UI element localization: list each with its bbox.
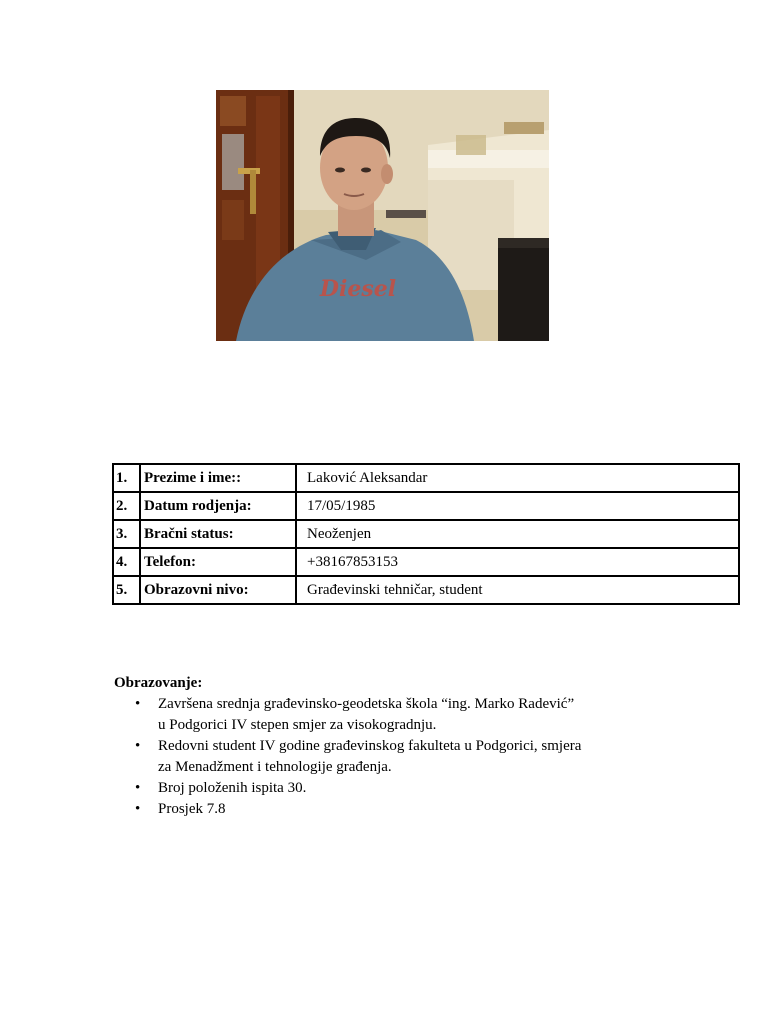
row-number: 3.: [113, 520, 140, 548]
row-label: Bračni status:: [140, 520, 296, 548]
table-row: [113, 520, 739, 548]
row-value: Građevinski tehničar, student: [296, 576, 739, 604]
row-number: 2.: [113, 492, 140, 520]
education-list: [114, 694, 714, 820]
row-number: 1.: [113, 464, 140, 492]
list-item-line: u Podgorici IV stepen smjer za visokogradnju.: [158, 717, 437, 733]
list-item-line: Završena srednja građevinsko-geodetska škola “ing. Marko Radević”: [158, 696, 575, 712]
list-item-line: Prosjek 7.8: [158, 801, 226, 817]
row-label: Prezime i ime::: [140, 464, 296, 492]
shirt-logo-text: Diesel: [319, 276, 397, 302]
profile-photo: [216, 90, 549, 341]
bullet-icon: •: [135, 801, 141, 817]
table-row: [113, 492, 739, 520]
list-item-line: za Menadžment i tehnologije građenja.: [158, 759, 392, 775]
list-item-line: Broj položenih ispita 30.: [158, 780, 307, 796]
bullet-icon: •: [135, 738, 141, 754]
list-item: [135, 799, 714, 820]
list-item: [135, 778, 714, 799]
row-label: Obrazovni nivo:: [140, 576, 296, 604]
row-value: +38167853153: [296, 548, 739, 576]
list-item: [135, 736, 714, 778]
education-heading: Obrazovanje:: [114, 675, 203, 691]
row-number: 5.: [113, 576, 140, 604]
table-row: [113, 464, 739, 492]
profile-photo-illustration: [216, 90, 549, 341]
bullet-icon: •: [135, 780, 141, 796]
row-value: 17/05/1985: [296, 492, 739, 520]
row-label: Telefon:: [140, 548, 296, 576]
education-section: [114, 673, 714, 820]
table-row: [113, 548, 739, 576]
row-value: Neoženjen: [296, 520, 739, 548]
table-row: [113, 576, 739, 604]
list-item-line: Redovni student IV godine građevinskog fakulteta u Podgorici, smjera: [158, 738, 582, 754]
list-item: [135, 694, 714, 736]
row-number: 4.: [113, 548, 140, 576]
bullet-icon: •: [135, 696, 141, 712]
row-value: Laković Aleksandar: [296, 464, 739, 492]
row-label: Datum rodjenja:: [140, 492, 296, 520]
personal-info-table: [112, 463, 740, 605]
